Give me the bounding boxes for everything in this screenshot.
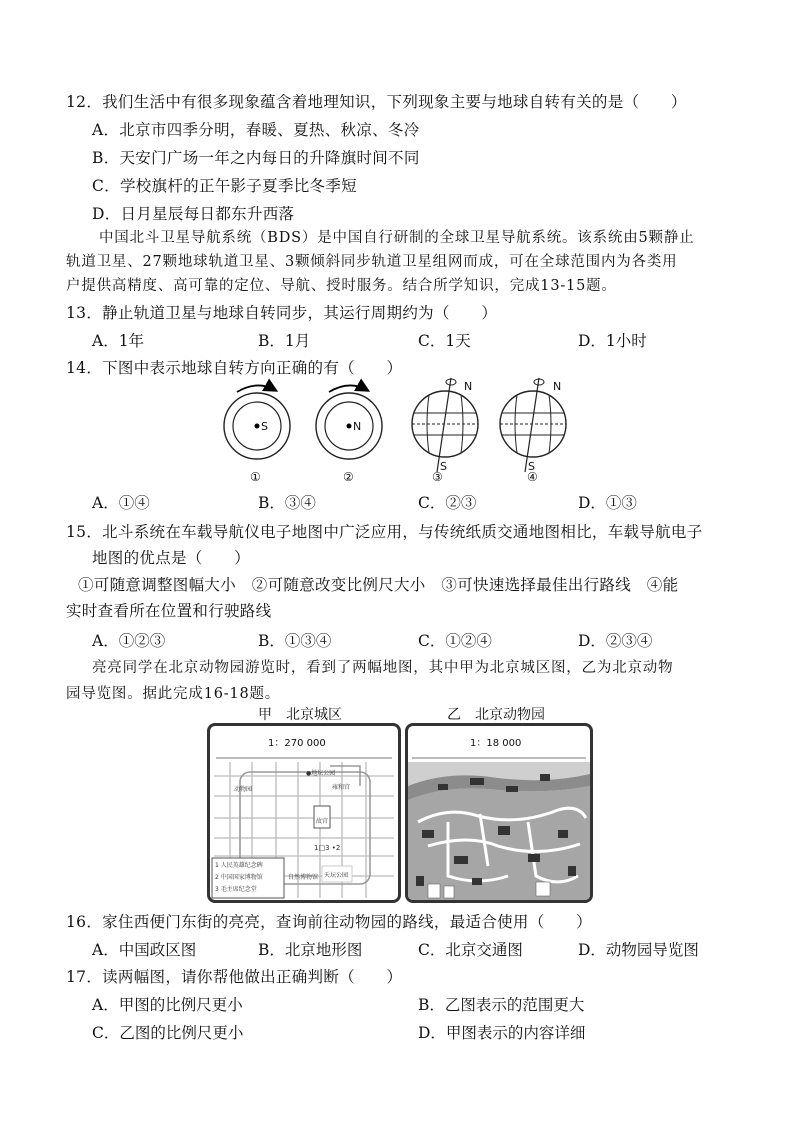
pole-label-1: S <box>261 420 268 433</box>
map-right-scale: 1：18 000 <box>470 738 522 749</box>
figure-label-1: ① <box>250 470 261 484</box>
q16-option-a: A．中国政区图 <box>92 941 197 959</box>
q16-stem: 16．家住西便门东街的亮亮，查询前往动物园的路线，最适合使用（ ） <box>66 913 592 931</box>
passage2-line1: 亮亮同学在北京动物园游览时，看到了两幅地图，其中甲为北京城区图，乙为北京动物 <box>92 660 674 676</box>
beijing-zoo-map <box>405 723 593 903</box>
earth-diagram-1 <box>224 385 290 459</box>
figure-label-2: ② <box>343 470 354 484</box>
map-right-title: 乙 北京动物园 <box>447 707 545 723</box>
q12-stem: 12．我们生活中有很多现象蕴含着地理知识，下列现象主要与地球自转有关的是（ ） <box>66 93 687 111</box>
passage1-line3: 户提供高精度、高可靠的定位、导航、授时服务。结合所学知识，完成13-15题。 <box>66 278 617 294</box>
q17-option-d: D．甲图表示的内容详细 <box>418 1024 586 1042</box>
q14-option-b: B．③④ <box>258 494 316 512</box>
map-label-tiantan: 天坛公园 <box>324 872 349 879</box>
map-label-yonghe: 雍和宫 <box>332 784 351 791</box>
map-label-ditan: ●地坛公园 <box>306 770 336 777</box>
passage1-line2: 轨道卫星、27颗地球轨道卫星、3颗倾斜同步轨道卫星组网而成，可在全球范围内为各类用 <box>66 254 678 270</box>
q17-option-a: A．甲图的比例尺更小 <box>92 996 243 1014</box>
map-label-zoo: 动物园 <box>234 786 253 793</box>
figure-label-4: ④ <box>527 470 538 484</box>
pole-label-3-n: N <box>464 380 473 393</box>
q12-option-d: D．日月星辰每日都东升西落 <box>92 205 295 223</box>
q14-option-d: D．①③ <box>578 494 637 512</box>
q15-items-line2: 实时查看所在位置和行驶路线 <box>66 602 272 620</box>
map-legend-2: 2 中国国家博物馆 <box>215 874 263 881</box>
q15-option-c: C．①②④ <box>418 632 492 650</box>
q15-option-d: D．②③④ <box>578 632 653 650</box>
q16-option-d: D．动物园导览图 <box>578 941 699 959</box>
map-legend-3: 3 毛主席纪念堂 <box>215 886 257 893</box>
passage1-line1: 中国北斗卫星导航系统（BDS）是中国自行研制的全球卫星导航系统。该系统由5颗静止 <box>99 230 695 246</box>
q15-items-line1: ①可随意调整图幅大小 ②可随意改变比例尺大小 ③可快速选择最佳出行路线 ④能 <box>78 576 679 594</box>
map-left-scale: 1：270 000 <box>268 738 326 749</box>
map-legend-1: 1 人民英雄纪念碑 <box>215 862 263 869</box>
q12-option-a: A．北京市四季分明，春暖、夏热、秋凉、冬冷 <box>92 121 420 139</box>
q15-stem-line2: 地图的优点是（ ） <box>92 549 251 567</box>
pole-label-4-n: N <box>553 380 562 393</box>
map-left-title: 甲 北京城区 <box>258 707 342 723</box>
q14-option-c: C．②③ <box>418 494 477 512</box>
passage2-line2: 园导览图。据此完成16-18题。 <box>66 686 281 702</box>
q17-option-b: B．乙图表示的范围更大 <box>418 996 585 1014</box>
q15-option-a: A．①②③ <box>92 632 166 650</box>
map-label-marks: 1□3 •2 <box>314 844 341 852</box>
earth-rotation-figure <box>215 376 575 488</box>
q12-option-c: C．学校旗杆的正午影子夏季比冬季短 <box>92 177 357 195</box>
q17-stem: 17．读两幅图，请你帮他做出正确判断（ ） <box>66 968 403 986</box>
earth-diagram-2 <box>316 385 382 459</box>
q14-stem: 14．下图中表示地球自转方向正确的有（ ） <box>66 359 403 377</box>
q13-option-b: B．1月 <box>258 332 311 350</box>
q13-option-c: C．1天 <box>418 332 471 350</box>
q15-option-b: B．①③④ <box>258 632 332 650</box>
pole-label-2: N <box>353 420 362 433</box>
map-label-museum: 自然博物馆 <box>288 874 319 881</box>
q15-stem-line1: 15．北斗系统在车载导航仪电子地图中广泛应用，与传统纸质交通地图相比，车载导航电子 <box>66 523 703 541</box>
q13-option-a: A．1年 <box>92 332 145 350</box>
q16-option-b: B．北京地形图 <box>258 941 363 959</box>
q14-option-a: A．①④ <box>92 494 150 512</box>
beijing-city-map <box>207 723 401 903</box>
q16-option-c: C．北京交通图 <box>418 941 523 959</box>
q12-option-b: B．天安门广场一年之内每日的升降旗时间不同 <box>92 149 420 167</box>
map-label-gugong: 故宫 <box>316 818 329 825</box>
zoo-map-graphic <box>408 726 590 900</box>
figure-label-3: ③ <box>432 470 443 484</box>
pole-label-3-s: S <box>440 460 447 473</box>
q13-option-d: D．1小时 <box>578 332 647 350</box>
q17-option-c: C．乙图的比例尺更小 <box>92 1024 244 1042</box>
pole-label-4-s: S <box>528 460 535 473</box>
q13-stem: 13．静止轨道卫星与地球自转同步，其运行周期约为（ ） <box>66 304 498 322</box>
